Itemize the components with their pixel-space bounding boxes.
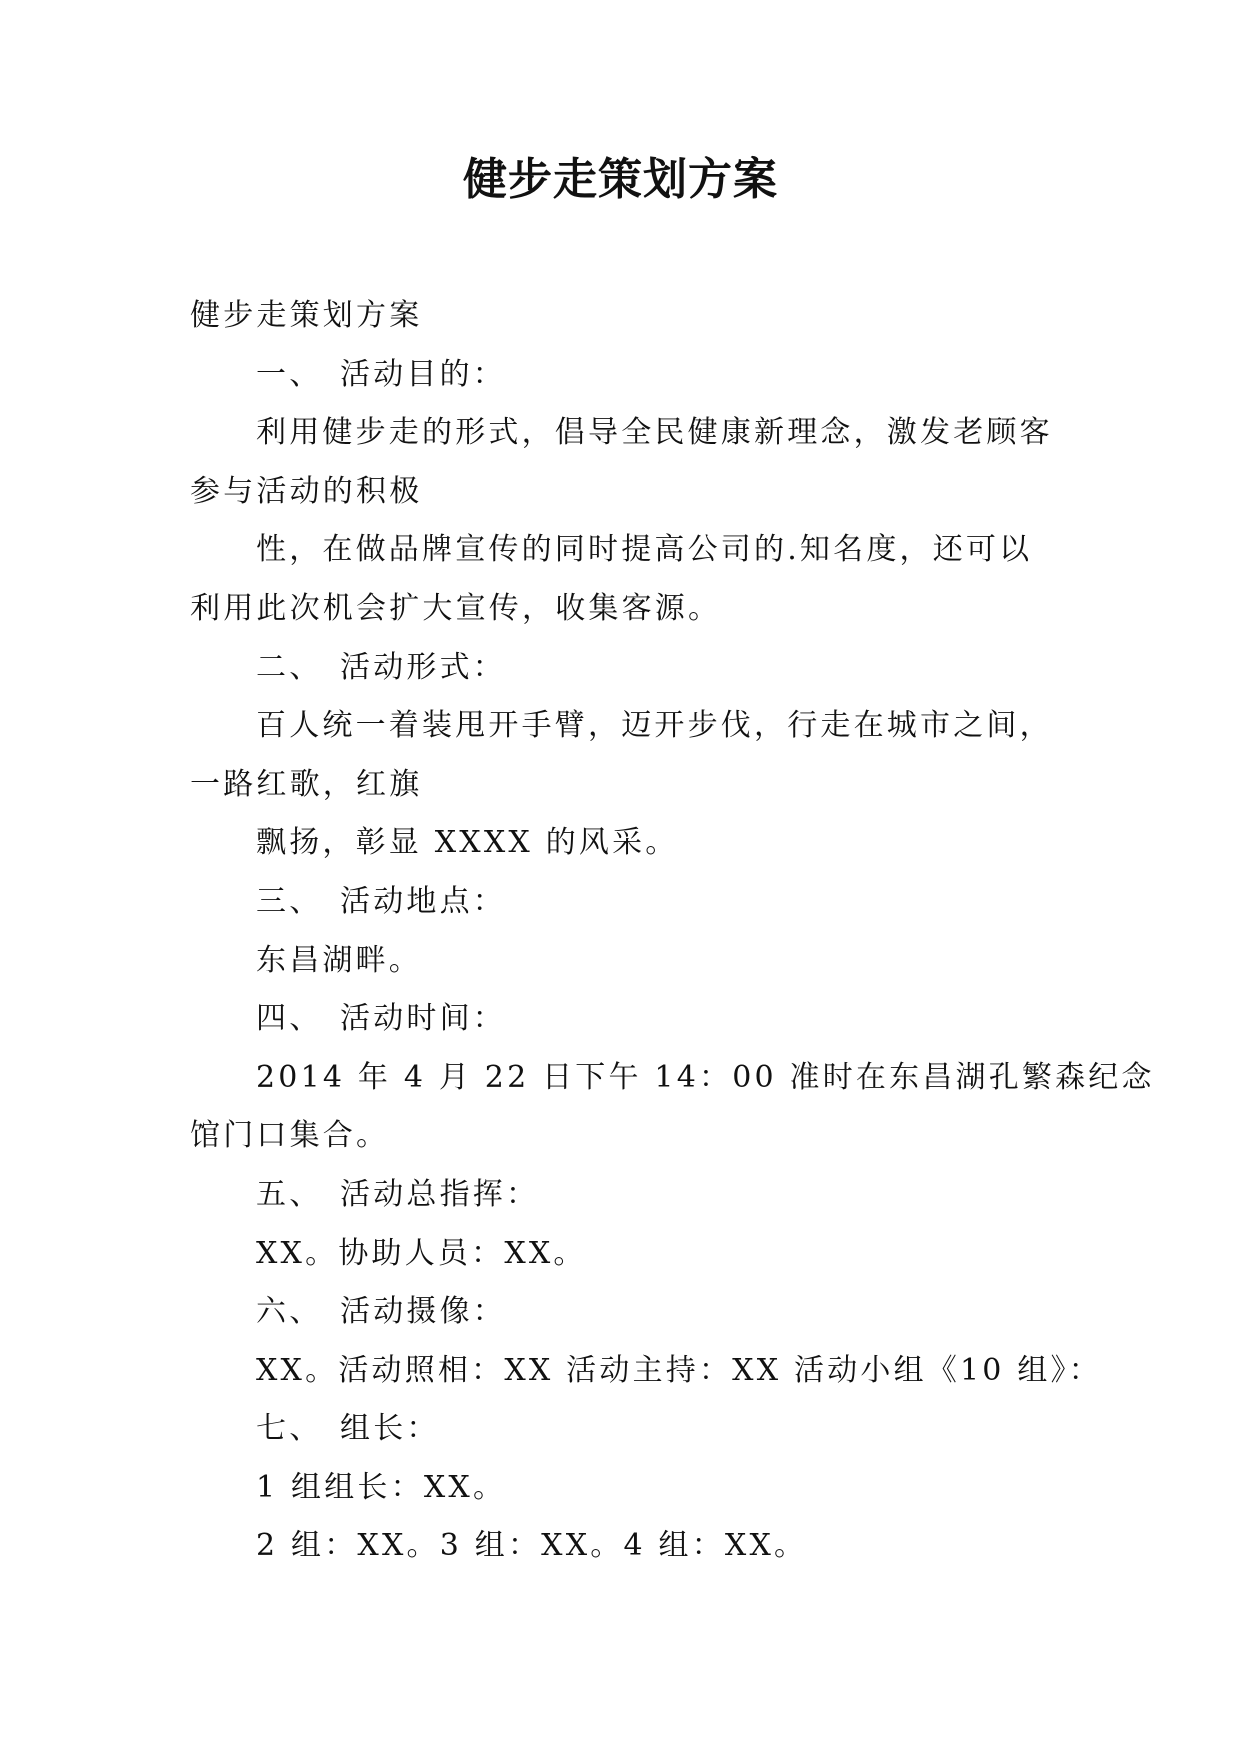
line-text: 百人统一着装甩开手臂，迈开步伐，行走在城市之间，: [256, 708, 1053, 744]
paragraph-line: [190, 1517, 1060, 1576]
paragraph-line: [190, 1225, 1060, 1284]
section-number: 三、: [256, 883, 323, 919]
section-number: 四、: [256, 1001, 323, 1037]
section-number: 一、: [256, 356, 323, 392]
line-text: 1 组组长：XX。: [256, 1469, 507, 1505]
paragraph-line: [190, 404, 1060, 463]
section-number: 七、: [256, 1411, 323, 1447]
line-text: 2 组：XX。3 组：XX。4 组：XX。: [256, 1528, 808, 1564]
paragraph-line: [190, 1107, 1060, 1166]
paragraph-line: [190, 697, 1060, 756]
line-text: 活动时间：: [340, 1001, 506, 1037]
paragraph-line: [190, 756, 1060, 815]
section-heading: [190, 1400, 1060, 1459]
line-text: 活动总指挥：: [340, 1176, 540, 1212]
section-heading: [190, 346, 1060, 405]
line-text: 一路红歌，红旗: [190, 766, 423, 802]
line-text: XX。协助人员：XX。: [256, 1235, 587, 1271]
section-heading: [190, 1166, 1060, 1225]
document-title: 健步走策划方案: [463, 154, 778, 205]
paragraph-line: [190, 814, 1060, 873]
line-text: 2014 年 4 月 22 日下午 14：00 准时在东昌湖孔繁森纪念: [256, 1059, 1155, 1095]
line-text: 飘扬，彰显 XXXX 的风采。: [256, 825, 679, 861]
section-number: 六、: [256, 1294, 323, 1330]
line-text: 活动目的：: [340, 356, 506, 392]
paragraph-line: [190, 287, 1060, 346]
paragraph-line: [190, 1049, 1155, 1108]
paragraph-line: [190, 580, 1060, 639]
line-text: 参与活动的积极: [190, 473, 423, 509]
section-heading: [190, 639, 1060, 698]
line-text: 东昌湖畔。: [256, 942, 422, 978]
section-heading: [190, 990, 1060, 1049]
line-text: 利用此次机会扩大宣传，收集客源。: [190, 590, 722, 626]
document-body: [190, 287, 1155, 1576]
section-heading: [190, 1283, 1060, 1342]
section-heading: [190, 873, 1060, 932]
line-text: 组长：: [340, 1411, 440, 1447]
section-number: 二、: [256, 649, 323, 685]
line-text: 利用健步走的形式，倡导全民健康新理念，激发老顾客: [256, 415, 1053, 451]
line-text: 馆门口集合。: [190, 1118, 390, 1154]
line-text: 性，在做品牌宣传的同时提高公司的.知名度，还可以: [256, 532, 1033, 568]
paragraph-line: [190, 932, 1060, 991]
paragraph-line: [190, 521, 1060, 580]
paragraph-line: [190, 1459, 1060, 1518]
paragraph-line: [190, 1342, 1102, 1401]
line-text: 健步走策划方案: [190, 298, 423, 333]
line-text: XX。活动照相：XX 活动主持：XX 活动小组《10 组》：: [256, 1352, 1102, 1388]
section-number: 五、: [256, 1176, 323, 1212]
line-text: 活动形式：: [340, 649, 506, 685]
line-text: 活动地点：: [340, 883, 506, 919]
line-text: 活动摄像：: [340, 1294, 506, 1330]
paragraph-line: [190, 463, 1060, 522]
